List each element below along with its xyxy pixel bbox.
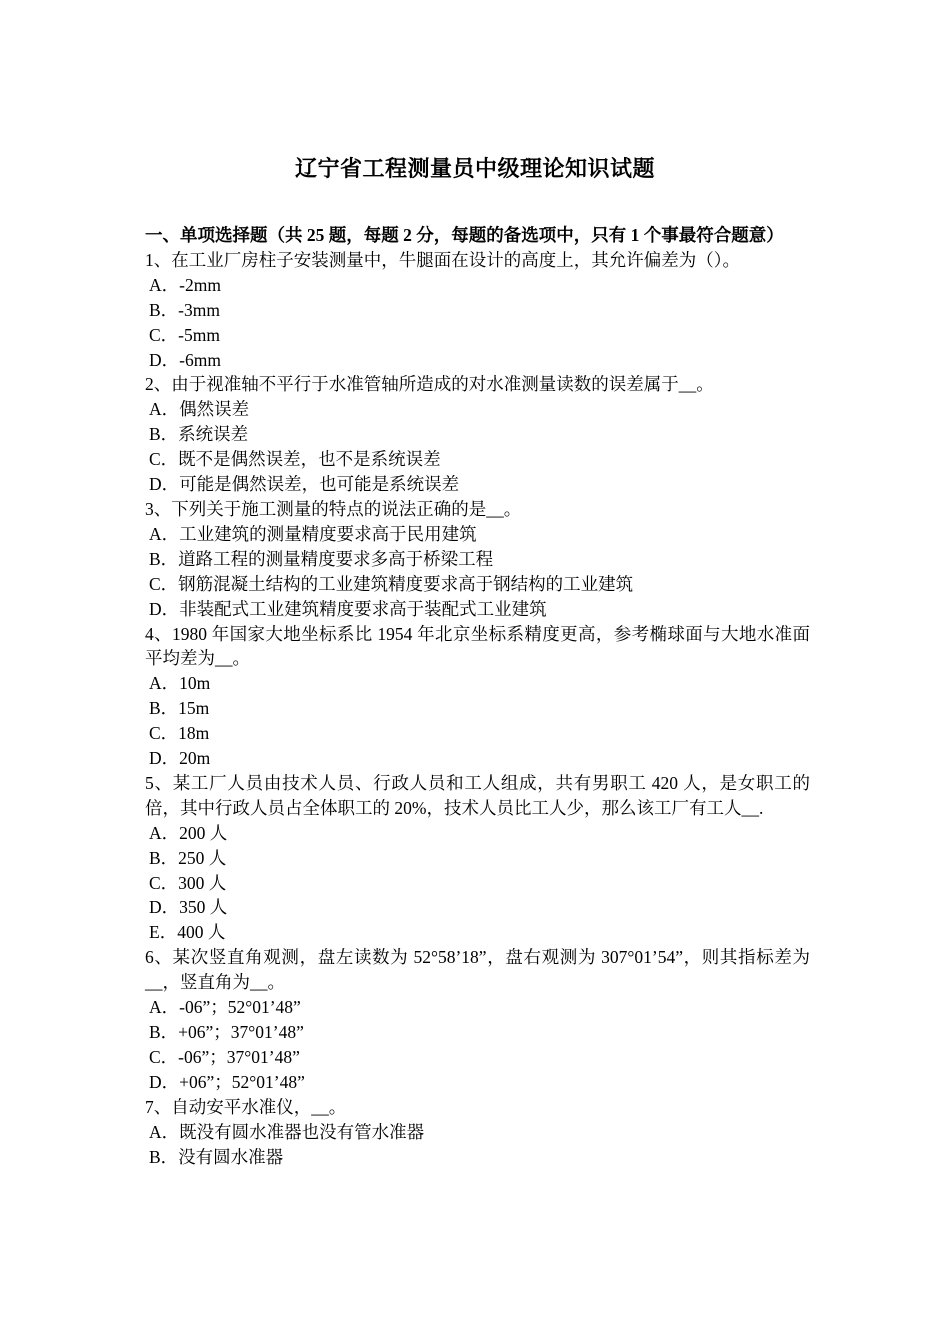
question-item [145,248,810,373]
question-item [145,497,810,622]
question-stem: 4、1980 年国家大地坐标系比 1954 年北京坐标系精度更高，参考椭球面与大地水准面平均差为__。 [145,623,810,669]
answer-option: C．300 人 [149,872,227,893]
question-stem: 5、某工厂人员由技术人员、行政人员和工人组成，共有男职工 420 人，是女职工的倍，其中行政人员占全体职工的 20%，技术人员比工人少，那么该工厂有工人__. [145,772,810,818]
question-stem: 6、某次竖直角观测，盘左读数为 52°58’18”，盘右观测为 307°01’54”，则其指标差为__，竖直角为__。 [145,947,810,993]
answer-option: B．15m [149,698,210,719]
answer-option: B．-3mm [149,299,220,320]
question-stem: 7、自动安平水准仪，__。 [145,1096,347,1117]
answer-option: C．钢筋混凝土结构的工业建筑精度要求高于钢结构的工业建筑 [149,573,634,594]
answer-option: A．偶然误差 [149,399,250,420]
answer-option: C．-5mm [149,324,220,345]
answer-option: A．200 人 [149,822,228,843]
answer-option: A．-2mm [149,274,221,295]
answer-option: A．工业建筑的测量精度要求高于民用建筑 [149,523,477,544]
question-stem: 2、由于视准轴不平行于水准管轴所造成的对水准测量读数的误差属于__。 [145,374,714,395]
answer-option: B．250 人 [149,847,227,868]
answer-option: D．20m [149,748,211,769]
question-item [145,771,810,945]
question-stem: 3、下列关于施工测量的特点的说法正确的是__。 [145,498,522,519]
answer-option: D．可能是偶然误差，也可能是系统误差 [149,474,460,495]
answer-option: A．既没有圆水准器也没有管水准器 [149,1121,425,1142]
question-item [145,622,810,771]
question-stem: 1、在工业厂房柱子安装测量中，牛腿面在设计的高度上，其允许偏差为（）。 [145,249,740,270]
answer-option: C．18m [149,723,210,744]
answer-option: A．10m [149,673,211,694]
answer-option: D．+06”；52°01’48” [149,1071,305,1092]
answer-option: D．-6mm [149,349,221,370]
answer-option: D．非装配式工业建筑精度要求高于装配式工业建筑 [149,598,547,619]
question-list [145,248,810,1170]
answer-option: C．-06”；37°01’48” [149,1046,300,1067]
document-title: 辽宁省工程测量员中级理论知识试题 [294,157,655,182]
document-body [145,223,810,1169]
answer-option: E．400 人 [149,922,226,943]
question-item [145,1095,810,1170]
answer-option: C．既不是偶然误差，也不是系统误差 [149,449,441,470]
answer-option: D．350 人 [149,897,228,918]
answer-option: B．系统误差 [149,424,249,445]
answer-option: B．没有圆水准器 [149,1146,284,1167]
answer-option: B．+06”；37°01’48” [149,1022,304,1042]
question-item [145,372,810,497]
answer-option: B．道路工程的测量精度要求多高于桥梁工程 [149,548,494,569]
section-heading: 一、单项选择题（共 25 题，每题 2 分，每题的备选项中，只有 1 个事最符合题意） [145,225,784,245]
answer-option: A．-06”；52°01’48” [149,997,301,1018]
question-item [145,945,810,1094]
